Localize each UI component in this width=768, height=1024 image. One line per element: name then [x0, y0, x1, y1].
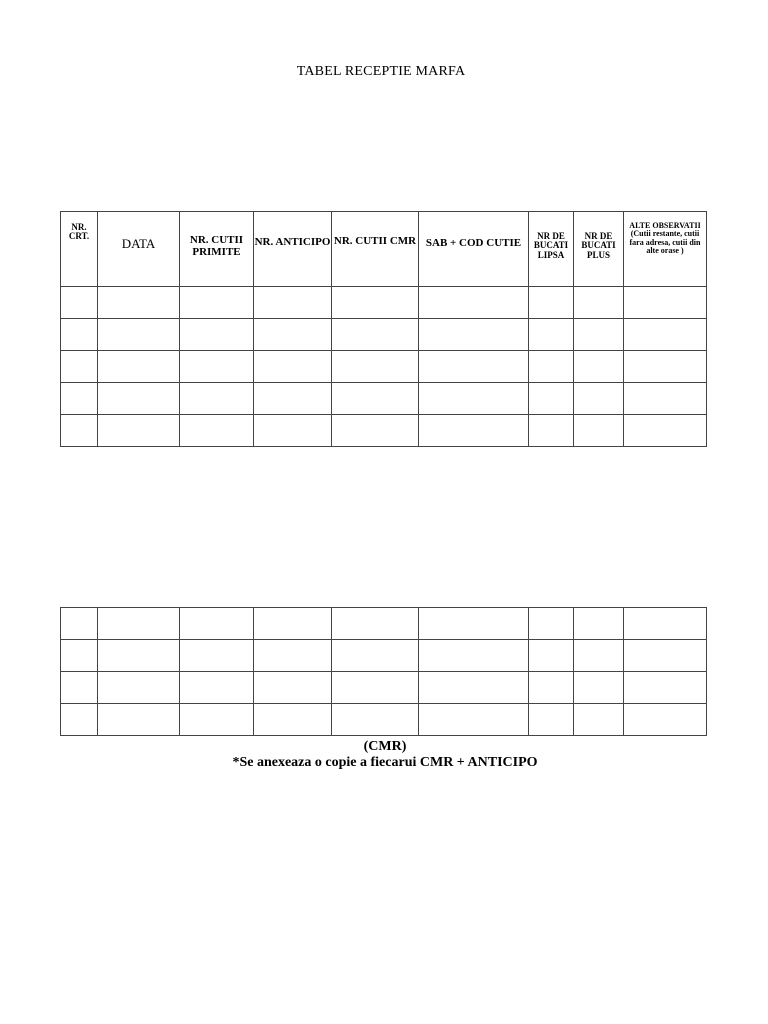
table-header-row	[61, 212, 707, 287]
table-cell[interactable]	[529, 383, 574, 415]
observatii-note: (Cutii restante, cutii fara adresa, cutii din alte orase )	[629, 229, 701, 256]
table-cell[interactable]	[61, 704, 98, 736]
table-cell[interactable]	[254, 415, 332, 447]
header-bucati-lipsa: NR DE BUCATI LIPSA	[529, 212, 574, 287]
table-cell[interactable]	[180, 319, 254, 351]
table-row	[61, 383, 707, 415]
header-alte-observatii	[624, 212, 707, 287]
table-cell[interactable]	[180, 287, 254, 319]
header-nr-anticipo: NR. ANTICIPO	[254, 212, 332, 287]
table-cell[interactable]	[98, 351, 180, 383]
table-cell[interactable]	[98, 415, 180, 447]
table-cell[interactable]	[529, 287, 574, 319]
table-cell[interactable]	[180, 383, 254, 415]
table-cell[interactable]	[254, 704, 332, 736]
table-cell[interactable]	[574, 415, 624, 447]
table-cell[interactable]	[624, 351, 707, 383]
table-cell[interactable]	[332, 640, 419, 672]
table-cell[interactable]	[254, 287, 332, 319]
header-nr-crt: NR. CRT.	[61, 212, 98, 287]
table-cell[interactable]	[574, 383, 624, 415]
table-row	[61, 351, 707, 383]
table-cell[interactable]	[254, 672, 332, 704]
table-cell[interactable]	[624, 704, 707, 736]
table-cell[interactable]	[332, 672, 419, 704]
table-cell[interactable]	[180, 704, 254, 736]
table-cell[interactable]	[419, 351, 529, 383]
table-cell[interactable]	[61, 640, 98, 672]
header-sab-cod-cutie: SAB + COD CUTIE	[419, 212, 529, 287]
header-nr-cutii-cmr: NR. CUTII CMR	[332, 212, 419, 287]
table-cell[interactable]	[180, 640, 254, 672]
table-cell[interactable]	[332, 415, 419, 447]
table-cell[interactable]	[180, 351, 254, 383]
table-row	[61, 704, 707, 736]
table-cell[interactable]	[332, 319, 419, 351]
observatii-title: ALTE OBSERVATII	[629, 221, 701, 230]
table-cell[interactable]	[61, 351, 98, 383]
table-cell[interactable]	[98, 640, 180, 672]
table-cell[interactable]	[254, 319, 332, 351]
table-row	[61, 640, 707, 672]
table-cell[interactable]	[624, 287, 707, 319]
table-cell[interactable]	[61, 319, 98, 351]
table-cell[interactable]	[419, 415, 529, 447]
table-cell[interactable]	[624, 415, 707, 447]
table-cell[interactable]	[624, 608, 707, 640]
table-cell[interactable]	[332, 383, 419, 415]
header-nr-cutii-primite: NR. CUTII PRIMITE	[180, 212, 254, 287]
table-cell[interactable]	[574, 640, 624, 672]
table-cell[interactable]	[332, 608, 419, 640]
continuation-table	[60, 607, 707, 736]
table-cell[interactable]	[624, 672, 707, 704]
table-cell[interactable]	[574, 608, 624, 640]
table-cell[interactable]	[180, 608, 254, 640]
page-title: TABEL RECEPTIE MARFA	[296, 64, 466, 79]
table-cell[interactable]	[180, 415, 254, 447]
table-cell[interactable]	[529, 672, 574, 704]
table-cell[interactable]	[419, 704, 529, 736]
table-cell[interactable]	[419, 383, 529, 415]
table-cell[interactable]	[529, 704, 574, 736]
table-cell[interactable]	[574, 704, 624, 736]
table-row	[61, 415, 707, 447]
table-cell[interactable]	[61, 287, 98, 319]
reception-table	[60, 211, 707, 447]
table-cell[interactable]	[254, 608, 332, 640]
table-cell[interactable]	[180, 672, 254, 704]
table-cell[interactable]	[574, 319, 624, 351]
table-row	[61, 319, 707, 351]
table-cell[interactable]	[98, 383, 180, 415]
table-cell[interactable]	[332, 351, 419, 383]
table-cell[interactable]	[419, 608, 529, 640]
table-row	[61, 608, 707, 640]
table-cell[interactable]	[254, 351, 332, 383]
attachment-note: *Se anexeaza o copie a fiecarui CMR + ANTICIPO	[232, 755, 538, 770]
table-cell[interactable]	[98, 287, 180, 319]
table-cell[interactable]	[419, 319, 529, 351]
table-cell[interactable]	[98, 608, 180, 640]
table-cell[interactable]	[574, 351, 624, 383]
header-data: DATA	[98, 212, 180, 287]
table-cell[interactable]	[574, 287, 624, 319]
table-cell[interactable]	[419, 672, 529, 704]
header-bucati-plus: NR DE BUCATI PLUS	[574, 212, 624, 287]
table-cell[interactable]	[61, 608, 98, 640]
table-cell[interactable]	[624, 640, 707, 672]
table-cell[interactable]	[98, 704, 180, 736]
table-cell[interactable]	[529, 351, 574, 383]
table-cell[interactable]	[529, 319, 574, 351]
table-cell[interactable]	[419, 287, 529, 319]
footer-notes	[0, 739, 768, 771]
table-cell[interactable]	[419, 640, 529, 672]
table-cell[interactable]	[61, 383, 98, 415]
table-cell[interactable]	[61, 415, 98, 447]
table-cell[interactable]	[574, 672, 624, 704]
table-cell[interactable]	[529, 415, 574, 447]
table-cell[interactable]	[332, 704, 419, 736]
table-cell[interactable]	[332, 287, 419, 319]
table-cell[interactable]	[529, 640, 574, 672]
table-cell[interactable]	[624, 319, 707, 351]
table-cell[interactable]	[254, 640, 332, 672]
table-cell[interactable]	[529, 608, 574, 640]
table-cell[interactable]	[624, 383, 707, 415]
table-row	[61, 287, 707, 319]
cmr-label: (CMR)	[363, 739, 407, 754]
table-cell[interactable]	[254, 383, 332, 415]
table-cell[interactable]	[98, 319, 180, 351]
table-row	[61, 672, 707, 704]
table-cell[interactable]	[98, 672, 180, 704]
table-cell[interactable]	[61, 672, 98, 704]
